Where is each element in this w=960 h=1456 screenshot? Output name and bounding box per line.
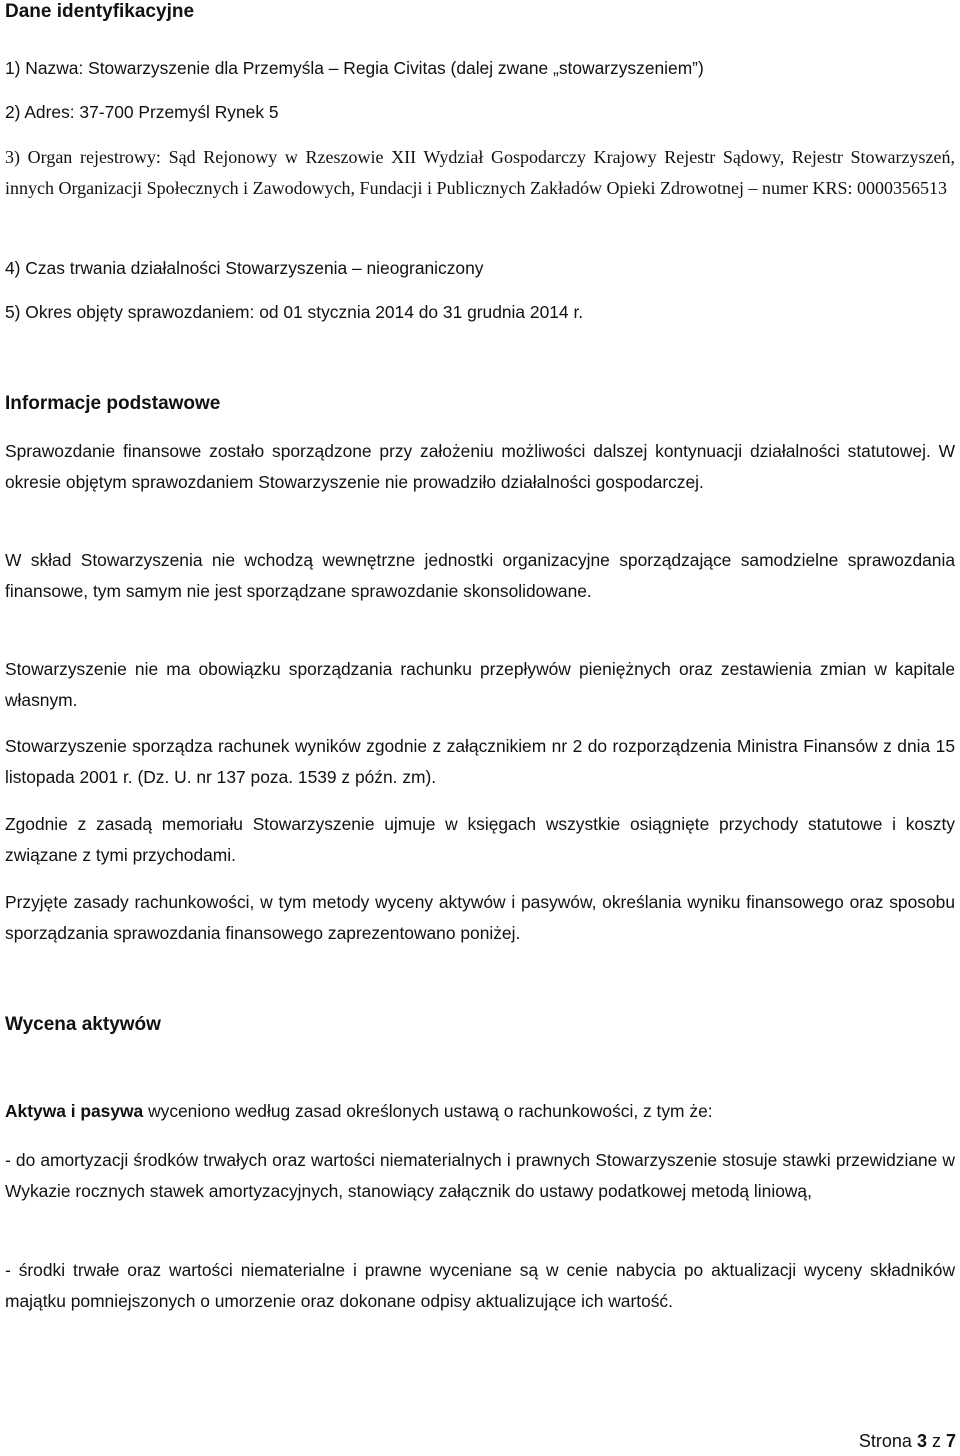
section-heading-basic-info: Informacje podstawowe xyxy=(5,393,221,414)
basic-paragraph-6: Przyjęte zasady rachunkowości, w tym metody wyceny aktywów i pasywów, określania wyniku finansowego oraz sposobu sporządzania sprawozdania finansowego zaprezentowano poniżej. xyxy=(5,892,955,943)
page-current: 3 xyxy=(916,1431,927,1451)
ident-item-duration: 4) Czas trwania działalności Stowarzyszenia – nieograniczony xyxy=(5,258,484,278)
ident-item-address: 2) Adres: 37-700 Przemyśl Rynek 5 xyxy=(5,102,279,122)
page-of-label: z xyxy=(931,1431,941,1451)
section-heading-identification: Dane identyfikacyjne xyxy=(5,1,195,22)
page-footer xyxy=(859,1431,956,1452)
page-label: Strona xyxy=(858,1431,912,1451)
basic-paragraph-1: Sprawozdanie finansowe zostało sporządzone przy założeniu możliwości dalszej kontynuacji działalności statutowej. W okresie objętym sprawozdaniem Stowarzyszenie nie prowadziło działalności gospodarczej. xyxy=(5,441,955,492)
page-total: 7 xyxy=(945,1431,956,1451)
ident-item-period: 5) Okres objęty sprawozdaniem: od 01 stycznia 2014 do 31 grudnia 2014 r. xyxy=(5,302,584,322)
ident-item-name: 1) Nazwa: Stowarzyszenie dla Przemyśla – Regia Civitas (dalej zwane „stowarzyszeniem”) xyxy=(5,58,704,78)
section-heading-asset-valuation: Wycena aktywów xyxy=(5,1014,161,1035)
basic-paragraph-3: Stowarzyszenie nie ma obowiązku sporządzania rachunku przepływów pieniężnych oraz zestawienia zmian w kapitale własnym. xyxy=(5,659,955,710)
basic-paragraph-4: Stowarzyszenie sporządza rachunek wyników zgodnie z załącznikiem nr 2 do rozporządzenia Ministra Finansów z dnia 15 listopada 2001 r. (Dz. U. nr 137 poza. 1539 z późn. zm). xyxy=(5,736,955,787)
valuation-bullet-2: - środki trwałe oraz wartości niematerialne i prawne wyceniane są w cenie nabycia po aktualizacji wyceny składników majątku pomniejszonych o umorzenie oraz dokonane odpisy aktualizujące ich wartość. xyxy=(5,1260,955,1311)
valuation-bullet-1: - do amortyzacji środków trwałych oraz wartości niematerialnych i prawnych Stowarzyszenie stosuje stawki przewidziane w Wykazie rocznych stawek amortyzacyjnych, stanowiący załącznik do ustawy podatkowej metodą liniową, xyxy=(5,1150,955,1201)
basic-paragraph-2: W skład Stowarzyszenia nie wchodzą wewnętrzne jednostki organizacyjne sporządzające samodzielne sprawozdania finansowe, tym samym nie jest sporządzane sprawozdanie skonsolidowane. xyxy=(5,550,955,601)
valuation-intro xyxy=(5,1096,955,1127)
basic-paragraph-5: Zgodnie z zasadą memoriału Stowarzyszenie ujmuje w księgach wszystkie osiągnięte przychody statutowe i koszty związane z tymi przychodami. xyxy=(5,814,955,865)
valuation-intro-bold: Aktywa i pasywa xyxy=(5,1101,144,1121)
ident-item-registry: 3) Organ rejestrowy: Sąd Rejonowy w Rzeszowie XII Wydział Gospodarczy Krajowy Rejestr Sądowy, Rejestr Stowarzyszeń, innych Organizacji Społecznych i Zawodowych, Fundacji i Publicznych Zakładów Opieki Zdrowotnej – numer KRS: 0000356513 xyxy=(5,147,955,198)
valuation-intro-rest: wyceniono według zasad określonych ustawą o rachunkowości, z tym że: xyxy=(143,1101,713,1121)
